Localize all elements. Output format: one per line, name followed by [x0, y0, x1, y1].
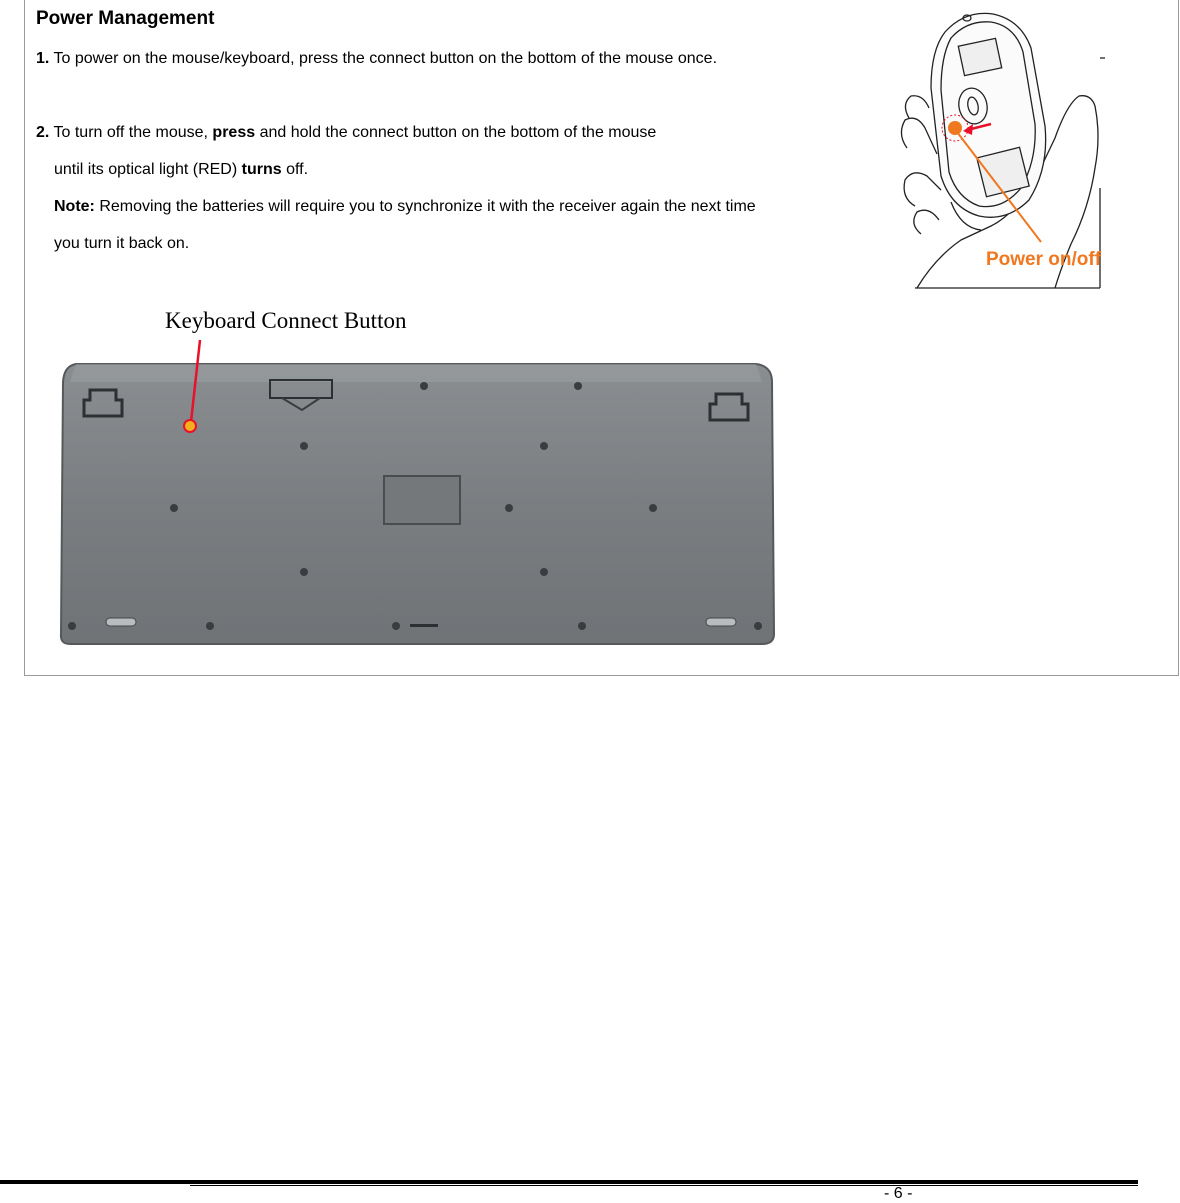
- step-2-number: 2.: [36, 124, 50, 141]
- keyboard-bottom-image: [56, 338, 778, 650]
- footer-rule: [0, 1180, 1138, 1184]
- step-1: [36, 40, 767, 77]
- step-2-text-a: To turn off the mouse,: [53, 124, 208, 141]
- mouse-bottom-image: [895, 8, 1105, 290]
- note: [54, 188, 767, 262]
- step-1-number: 1.: [36, 50, 50, 67]
- keyboard-connect-button: [184, 420, 196, 432]
- keyboard-connect-caption: Keyboard Connect Button: [165, 308, 407, 333]
- note-text: Removing the batteries will require you to synchronize it with the receiver again the next time you turn it back on.: [54, 198, 756, 252]
- keyboard-label-recess: [384, 476, 460, 524]
- step-1-text: To power on the mouse/keyboard, press the connect button on the bottom of the mouse once.: [53, 50, 718, 67]
- mouse-connect-button: [948, 121, 962, 135]
- section-title: Power Management: [36, 8, 215, 29]
- step-2-continuation: [36, 151, 767, 188]
- step-2-text-d: off.: [286, 161, 309, 178]
- page-number: - 6 -: [884, 1185, 913, 1202]
- note-label: Note:: [54, 198, 95, 215]
- step-2-bold-press: press: [212, 124, 256, 141]
- footer-rule-thin: [190, 1185, 1138, 1186]
- power-on-off-label: Power on/off: [986, 249, 1102, 270]
- step-2-bold-turns: turns: [241, 161, 282, 178]
- step-2-text-b: and hold the connect button on the bottom of the mouse: [259, 124, 657, 141]
- step-2-text-c: until its optical light (RED): [54, 161, 238, 178]
- step-2: [36, 114, 767, 188]
